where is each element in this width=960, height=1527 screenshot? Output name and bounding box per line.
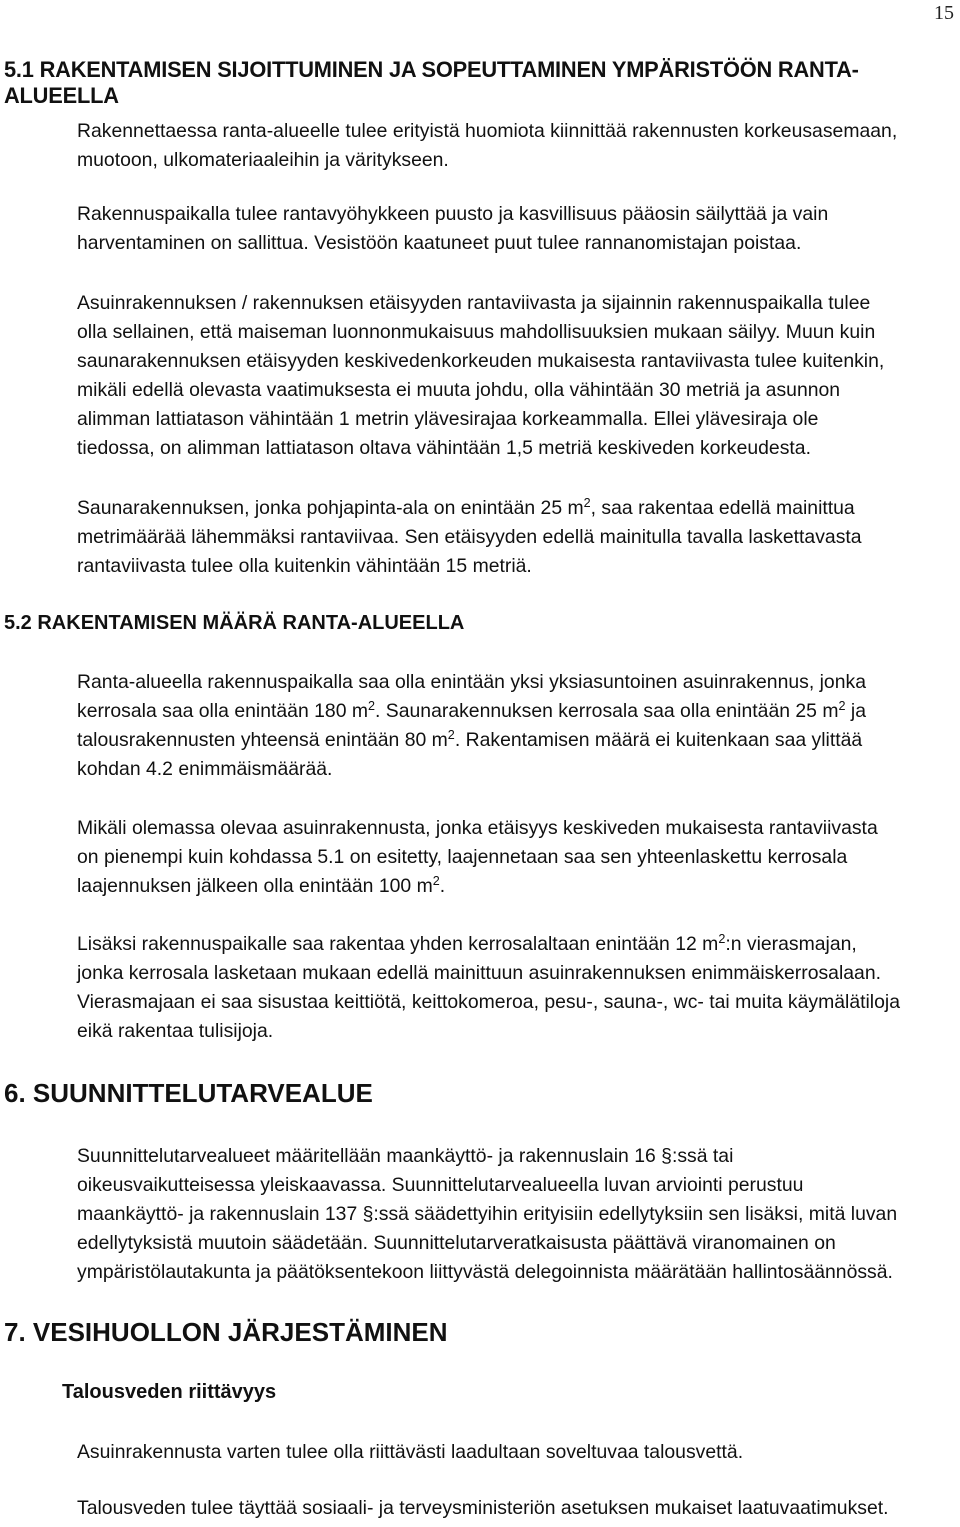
superscript: 2	[718, 932, 726, 947]
text-run: :n vierasmajan,	[725, 933, 857, 955]
chapter-7-paragraph-1	[77, 1438, 957, 1467]
text-run: Lisäksi rakennuspaikalle saa rakentaa yhden kerrosalaltaan enintään 12 m	[77, 933, 719, 955]
text-run: laajennuksen jälkeen olla enintään 100 m	[77, 875, 433, 897]
section-5-1-sauna-paragraph	[77, 494, 957, 581]
text-line	[77, 726, 952, 755]
text-line	[77, 697, 952, 726]
section-5-2-paragraph-2	[77, 814, 957, 901]
section-5-2-paragraph-1	[77, 668, 957, 784]
section-5-1-paragraph-2	[77, 200, 957, 258]
section-5-1-paragraph-3	[77, 289, 957, 463]
chapter-6-paragraph	[77, 1142, 957, 1287]
text-line: tiedossa, on alimman lattiatason oltava vähintään 1,5 metriä keskiveden korkeudesta.	[77, 437, 811, 459]
superscript: 2	[432, 874, 440, 889]
text-line: rantaviivasta tulee olla kuitenkin vähintään 15 metriä.	[77, 555, 532, 577]
text-line: Rakennuspaikalla tulee rantavyöhykkeen puusto ja kasvillisuus pääosin säilyttää ja vain	[77, 203, 829, 225]
text-line: olla sellainen, että maiseman luonnonmukaisuus mahdollisuuksien mukaan säilyy. Muun kuin	[77, 321, 876, 343]
chapter-7-subheading: Talousveden riittävyys	[62, 1381, 277, 1403]
text-line: metrimäärää lähemmäksi rantaviivaa. Sen etäisyyden edellä mainitulla tavalla laskettavasta	[77, 526, 862, 548]
section-5-2-heading: 5.2 RAKENTAMISEN MÄÄRÄ RANTA-ALUEELLA	[4, 612, 465, 634]
text-run: . Saunarakennuksen kerrosala saa olla enintään 25 m	[375, 700, 839, 722]
text-line: edellytyksistä muutoin säädetään. Suunnittelutarveratkaisusta päättävä viranomainen on	[77, 1232, 836, 1254]
chapter-7-paragraph-2	[77, 1494, 957, 1523]
text-run: Saunarakennuksen, jonka pohjapinta-ala on enintään 25 m	[77, 497, 584, 519]
text-line: Mikäli olemassa olevaa asuinrakennusta, jonka etäisyys keskiveden mukaisesta rantaviivasta	[77, 817, 878, 839]
chapter-7-heading: 7. VESIHUOLLON JÄRJESTÄMINEN	[4, 1317, 448, 1347]
superscript: 2	[838, 699, 846, 714]
superscript: 2	[368, 699, 376, 714]
page-number: 15	[934, 2, 954, 24]
text-line: eikä rakentaa tulisijoja.	[77, 1020, 274, 1042]
text-line	[77, 872, 952, 901]
text-line: kohdan 4.2 enimmäismäärää.	[77, 758, 333, 780]
text-line	[77, 494, 952, 523]
text-line: alimman lattiatason vähintään 1 metrin ylävesirajaa korkeammalla. Ellei ylävesiraja ole	[77, 408, 819, 430]
text-run: kerrosala saa olla enintään 180 m	[77, 700, 369, 722]
section-5-2-paragraph-3	[77, 930, 957, 1046]
text-line: saunarakennuksen etäisyyden keskivedenkorkeuden mukaisesta rantaviivasta tulee kuitenkin,	[77, 350, 885, 372]
text-run: talousrakennusten yhteensä enintään 80 m	[77, 729, 448, 751]
text-run: . Rakentamisen määrä ei kuitenkaan saa ylittää	[454, 729, 863, 751]
text-line: harventaminen on sallittua. Vesistöön kaatuneet puut tulee rannanomistajan poistaa.	[77, 232, 802, 254]
section-5-1-paragraph-1	[77, 117, 957, 175]
text-line: Talousveden tulee täyttää sosiaali- ja terveysministeriön asetuksen mukaiset laatuvaatimukset.	[77, 1497, 889, 1519]
text-line: Vierasmajaan ei saa sisustaa keittiötä, keittokomeroa, pesu-, sauna-, wc- tai muita käymälätiloja	[77, 991, 900, 1013]
text-line: on pienempi kuin kohdassa 5.1 on esitetty, laajennetaan saa sen yhteenlaskettu kerrosala	[77, 846, 848, 868]
text-run: .	[439, 875, 446, 897]
text-line: maankäyttö- ja rakennuslain 137 §:ssä säädettyihin erityisiin edellytyksiin sen lisäksi, mitä luvan	[77, 1203, 898, 1225]
text-line: Asuinrakennuksen / rakennuksen etäisyyden rantaviivasta ja sijainnin rakennuspaikalla tulee	[77, 292, 871, 314]
section-5-1-heading: 5.1 RAKENTAMISEN SIJOITTUMINEN JA SOPEUTTAMINEN YMPÄRISTÖÖN RANTA-ALUEELLA	[4, 57, 859, 108]
text-run: ja	[845, 700, 867, 722]
text-line: ympäristölautakunta ja päätöksentekoon liittyvästä delegoinnista määrätään hallintosäännössä.	[77, 1261, 893, 1283]
text-line: Suunnittelutarvealueet määritellään maankäyttö- ja rakennuslain 16 §:ssä tai	[77, 1145, 734, 1167]
chapter-6-heading: 6. SUUNNITTELUTARVEALUE	[4, 1078, 373, 1108]
text-line: Asuinrakennusta varten tulee olla riittävästi laadultaan soveltuvaa talousvettä.	[77, 1441, 744, 1463]
text-line: oikeusvaikutteisessa yleiskaavassa. Suunnittelutarvealueella luvan arviointi perustuu	[77, 1174, 804, 1196]
text-line: muotoon, ulkomateriaaleihin ja väritykseen.	[77, 149, 449, 171]
text-line: mikäli edellä olevasta vaatimuksesta ei muuta johdu, olla vähintään 30 metriä ja asunnon	[77, 379, 841, 401]
superscript: 2	[583, 496, 591, 511]
superscript: 2	[447, 728, 455, 743]
text-line	[77, 930, 952, 959]
text-line: Rakennettaessa ranta-alueelle tulee erityistä huomiota kiinnittää rakennusten korkeusasemaan,	[77, 120, 898, 142]
text-run: , saa rakentaa edellä mainittua	[590, 497, 855, 519]
text-line: jonka kerrosala lasketaan mukaan edellä mainittuun asuinrakennuksen enimmäiskerrosalaan.	[77, 962, 882, 984]
text-line: Ranta-alueella rakennuspaikalla saa olla enintään yksi yksiasuntoinen asuinrakennus, jonka	[77, 671, 866, 693]
